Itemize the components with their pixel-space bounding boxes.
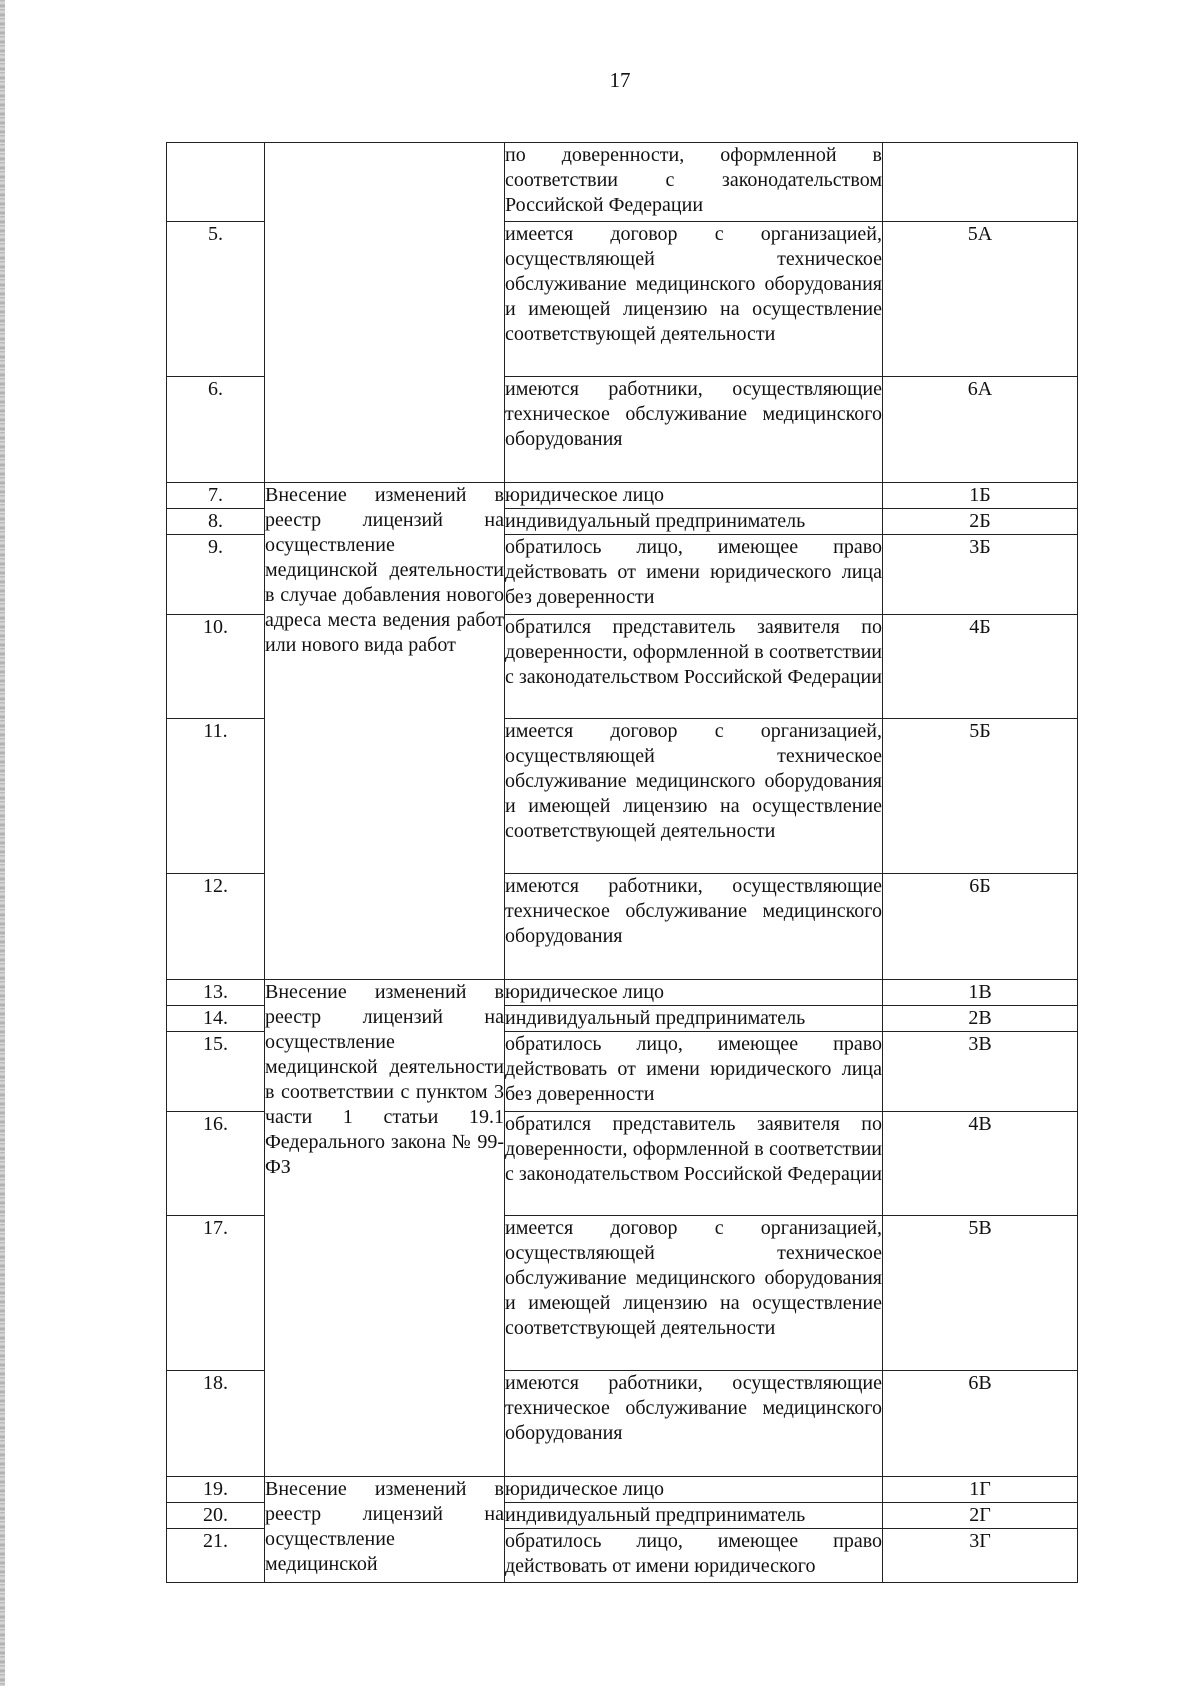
row-number: 14. <box>167 1006 265 1032</box>
scan-edge <box>0 0 5 1686</box>
row-number: 9. <box>167 535 265 615</box>
row-number <box>167 143 265 222</box>
code-cell: 5Б <box>883 719 1078 874</box>
code-cell: 2В <box>883 1006 1078 1032</box>
row-number: 5. <box>167 222 265 377</box>
group-name-c: Внесение изменений в реестр лицензий на осуществление медицинской деятельности в соответствии с пунктом 3 части 1 статьи 19.1 Федерального закона № 99-ФЗ <box>265 980 505 1477</box>
code-cell: 5В <box>883 1216 1078 1371</box>
row-number: 18. <box>167 1371 265 1477</box>
table-row <box>167 143 1078 222</box>
code-cell: 3Г <box>883 1529 1078 1583</box>
group-name-d: Внесение изменений в реестр лицензий на осуществление медицинской <box>265 1477 505 1583</box>
row-number: 7. <box>167 483 265 509</box>
condition-cell: индивидуальный предприниматель <box>505 1006 883 1032</box>
code-cell: 1В <box>883 980 1078 1006</box>
code-cell: 6А <box>883 377 1078 483</box>
row-number: 6. <box>167 377 265 483</box>
code-cell: 1Г <box>883 1477 1078 1503</box>
row-number: 17. <box>167 1216 265 1371</box>
condition-cell: юридическое лицо <box>505 980 883 1006</box>
code-cell: 3Б <box>883 535 1078 615</box>
table-row <box>167 1477 1078 1503</box>
row-number: 11. <box>167 719 265 874</box>
condition-cell: обратилось лицо, имеющее право действовать от имени юридического <box>505 1529 883 1583</box>
condition-cell: обратился представитель заявителя по доверенности, оформленной в соответствии с законодательством Российской Федерации <box>505 615 883 719</box>
row-number: 19. <box>167 1477 265 1503</box>
row-number: 13. <box>167 980 265 1006</box>
table-row <box>167 980 1078 1006</box>
condition-cell: индивидуальный предприниматель <box>505 509 883 535</box>
row-number: 12. <box>167 874 265 980</box>
code-cell: 4Б <box>883 615 1078 719</box>
condition-cell: имеется договор с организацией, осуществляющей техническое обслуживание медицинского оборудования и имеющей лицензию на осуществление соответствующей деятельности <box>505 1216 883 1371</box>
table-row <box>167 483 1078 509</box>
code-cell: 4В <box>883 1112 1078 1216</box>
condition-cell: имеется договор с организацией, осуществляющей техническое обслуживание медицинского оборудования и имеющей лицензию на осуществление соответствующей деятельности <box>505 222 883 377</box>
row-number: 16. <box>167 1112 265 1216</box>
group-name-a <box>265 143 505 483</box>
row-number: 8. <box>167 509 265 535</box>
condition-cell: имеется договор с организацией, осуществляющей техническое обслуживание медицинского оборудования и имеющей лицензию на осуществление соответствующей деятельности <box>505 719 883 874</box>
condition-cell: обратилось лицо, имеющее право действовать от имени юридического лица без доверенности <box>505 1032 883 1112</box>
row-number: 21. <box>167 1529 265 1583</box>
condition-cell: юридическое лицо <box>505 483 883 509</box>
code-cell: 6Б <box>883 874 1078 980</box>
license-conditions-table <box>166 142 1078 1583</box>
condition-cell: имеются работники, осуществляющие техническое обслуживание медицинского оборудования <box>505 377 883 483</box>
condition-cell: по доверенности, оформленной в соответствии с законодательством Российской Федерации <box>505 143 883 222</box>
code-cell: 2Б <box>883 509 1078 535</box>
condition-cell: имеются работники, осуществляющие техническое обслуживание медицинского оборудования <box>505 1371 883 1477</box>
condition-cell: имеются работники, осуществляющие техническое обслуживание медицинского оборудования <box>505 874 883 980</box>
page-number: 17 <box>609 68 631 92</box>
row-number: 10. <box>167 615 265 719</box>
row-number: 20. <box>167 1503 265 1529</box>
condition-cell: обратился представитель заявителя по доверенности, оформленной в соответствии с законодательством Российской Федерации <box>505 1112 883 1216</box>
code-cell: 1Б <box>883 483 1078 509</box>
code-cell <box>883 143 1078 222</box>
group-name-b: Внесение изменений в реестр лицензий на осуществление медицинской деятельности в случае добавления нового адреса места ведения работ или нового вида работ <box>265 483 505 980</box>
condition-cell: юридическое лицо <box>505 1477 883 1503</box>
condition-cell: обратилось лицо, имеющее право действовать от имени юридического лица без доверенности <box>505 535 883 615</box>
code-cell: 2Г <box>883 1503 1078 1529</box>
code-cell: 5А <box>883 222 1078 377</box>
code-cell: 6В <box>883 1371 1078 1477</box>
row-number: 15. <box>167 1032 265 1112</box>
code-cell: 3В <box>883 1032 1078 1112</box>
condition-cell: индивидуальный предприниматель <box>505 1503 883 1529</box>
